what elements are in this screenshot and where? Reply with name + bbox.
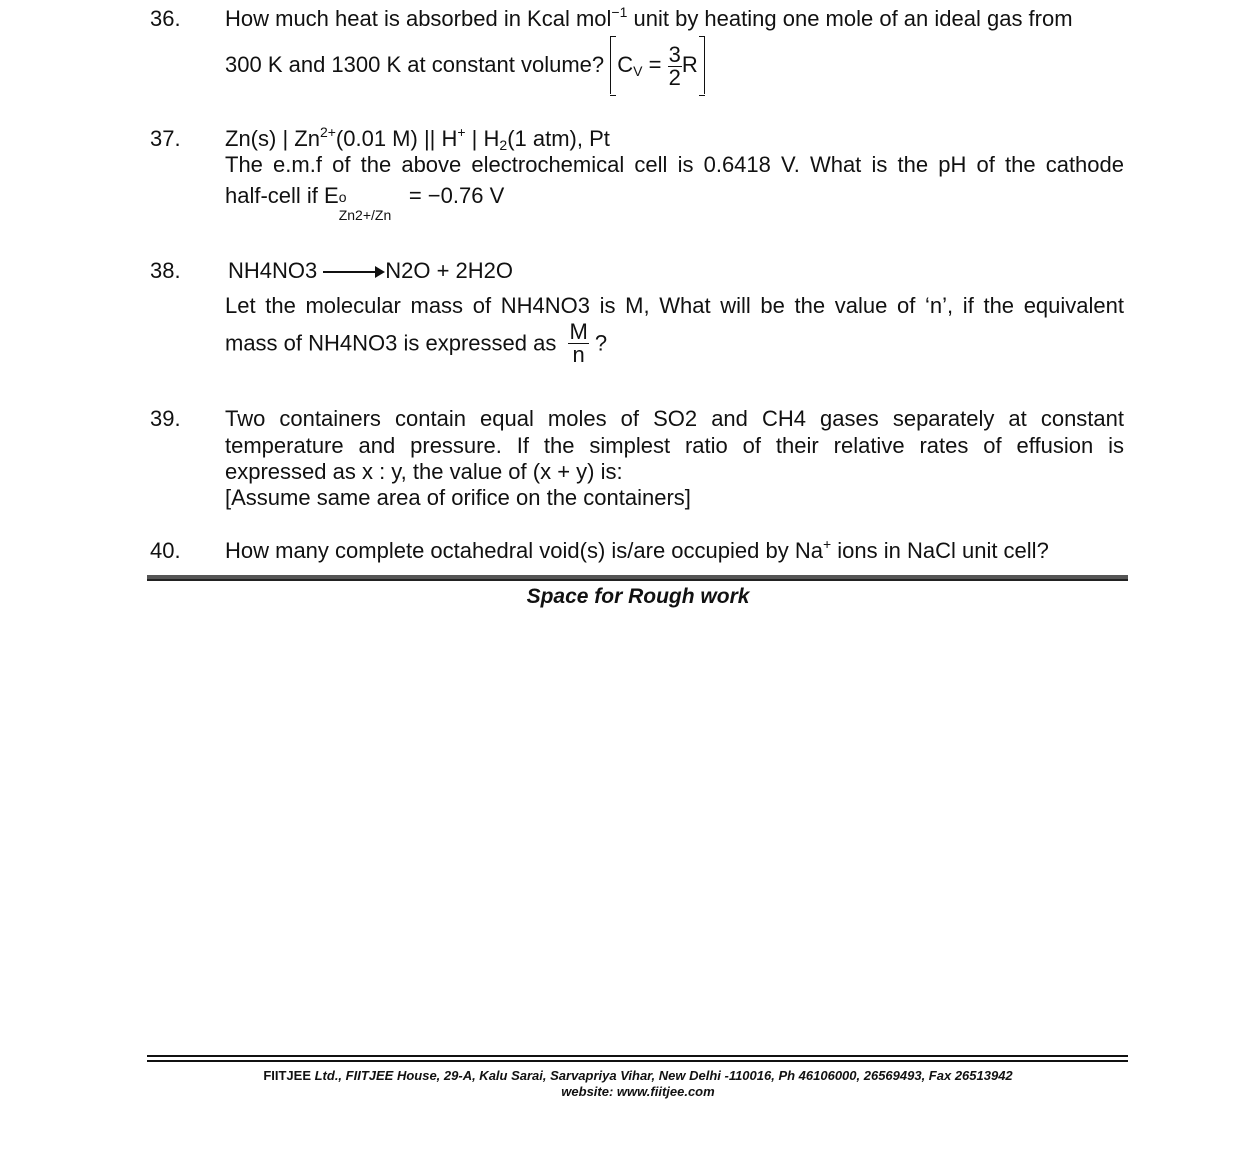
fraction: $\frac{3}{2}$ xyxy=(668,41,681,90)
question-text-line: Two containers contain equal moles of SO2 and CH4 gases separately at constant xyxy=(225,406,1124,431)
reaction-arrow xyxy=(323,271,383,273)
question-number: 37. xyxy=(150,126,181,151)
footer xyxy=(0,1068,1238,1100)
question-text-line: mass of NH4NO3 is expressed as $\frac{M}{n}$ ? xyxy=(225,319,608,367)
question-number: 40. xyxy=(150,538,181,563)
question-text-line: How much heat is absorbed in Kcal mol$^{-1}$ unit by heating one mole of an ideal gas from xyxy=(225,4,1073,31)
question-text-line: temperature and pressure. If the simplest ratio of their relative rates of effusion is xyxy=(225,433,1124,458)
formula-bracket: $C_V$ = $\frac{3}{2}$ R xyxy=(610,36,704,94)
fraction: $\frac{M}{n}$ xyxy=(569,319,588,367)
question-number: 39. xyxy=(150,406,181,431)
question-text-line: half-cell if E o Zn2+/Zn = −0.76 V xyxy=(225,183,505,223)
rough-work-heading: Space for Rough work xyxy=(526,585,750,608)
question-text-line: expressed as x : y, the value of (x + y) is: xyxy=(225,459,623,484)
question-text-line: Let the molecular mass of NH4NO3 is M, What will be the value of ‘n’, if the equivalent xyxy=(225,293,1124,318)
question-text-line: The e.m.f of the above electrochemical cell is 0.6418 V. What is the pH of the cathode xyxy=(225,152,1124,177)
reaction-equation: NH4NO3 N2O + 2H2O xyxy=(228,258,514,283)
footer-address: FIITJEE Ltd., FIITJEE House, 29-A, Kalu Sarai, Sarvapriya Vihar, New Delhi -110016, Ph 46106000, 26569493, Fax 26513942 xyxy=(263,1068,1013,1083)
question-text-line: [Assume same area of orifice on the containers] xyxy=(225,485,691,510)
section-divider xyxy=(147,575,1128,581)
question-text-line: Zn(s) | $Zn^{2+}(0.01$ M) || H+ | $H_2(1$ atm), Pt xyxy=(225,124,610,153)
question-text-line: How many complete octahedral void(s) is/are occupied by Na+ ions in NaCl unit cell? xyxy=(225,536,1049,563)
footer-divider xyxy=(147,1060,1128,1062)
footer-divider xyxy=(147,1055,1128,1057)
footer-website: website: www.fiitjee.com xyxy=(561,1084,715,1099)
question-text-line: 300 K and 1300 K at constant volume? $C_V$ = $\frac{3}{2}$ R xyxy=(225,36,705,94)
question-number: 36. xyxy=(150,6,181,31)
question-number: 38. xyxy=(150,258,181,283)
